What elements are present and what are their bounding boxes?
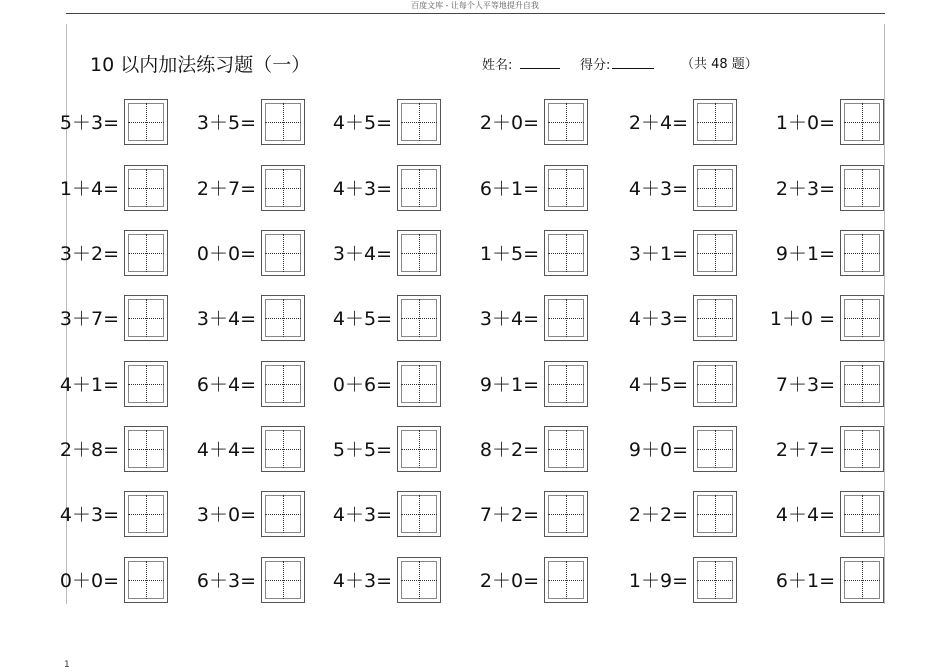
answer-box[interactable] bbox=[397, 361, 441, 407]
answer-box-guide-horizontal bbox=[844, 253, 880, 254]
answer-box-guide-horizontal bbox=[697, 318, 733, 319]
problem-expression: 5＋3= bbox=[59, 112, 119, 134]
answer-box-guide-horizontal bbox=[697, 122, 733, 123]
problem-item bbox=[597, 426, 737, 474]
answer-box[interactable] bbox=[693, 230, 737, 276]
problem-item bbox=[28, 295, 168, 343]
problem-item bbox=[301, 557, 441, 605]
problem-item bbox=[597, 491, 737, 539]
answer-box-guide-horizontal bbox=[265, 384, 301, 385]
answer-box-guide-horizontal bbox=[265, 253, 301, 254]
problem-item bbox=[165, 426, 305, 474]
problem-expression: 8＋2= bbox=[479, 439, 539, 461]
problem-expression: 4＋3= bbox=[59, 504, 119, 526]
problem-expression: 4＋5= bbox=[628, 374, 688, 396]
problem-expression: 1＋9= bbox=[628, 570, 688, 592]
problem-item bbox=[448, 295, 588, 343]
problem-item bbox=[165, 557, 305, 605]
problem-expression: 9＋1= bbox=[775, 243, 835, 265]
worksheet-title: 10 以内加法练习题（一） bbox=[90, 54, 311, 76]
problem-item bbox=[744, 361, 884, 409]
header-divider bbox=[66, 13, 885, 14]
problem-item bbox=[597, 99, 737, 147]
problem-item bbox=[28, 361, 168, 409]
answer-box-guide-horizontal bbox=[844, 384, 880, 385]
problem-item bbox=[744, 295, 884, 343]
answer-box[interactable] bbox=[261, 295, 305, 341]
answer-box-guide-horizontal bbox=[697, 580, 733, 581]
answer-box-guide-horizontal bbox=[401, 384, 437, 385]
problem-expression: 4＋5= bbox=[332, 308, 392, 330]
answer-box[interactable] bbox=[544, 491, 588, 537]
problem-expression: 4＋3= bbox=[332, 570, 392, 592]
problem-expression: 2＋0= bbox=[479, 570, 539, 592]
problem-item bbox=[28, 426, 168, 474]
problem-item bbox=[165, 295, 305, 343]
answer-box-guide-horizontal bbox=[128, 384, 164, 385]
answer-box[interactable] bbox=[261, 491, 305, 537]
answer-box[interactable] bbox=[397, 165, 441, 211]
problem-expression: 3＋4= bbox=[332, 243, 392, 265]
answer-box[interactable] bbox=[840, 426, 884, 472]
problem-expression: 3＋0= bbox=[196, 504, 256, 526]
answer-box[interactable] bbox=[261, 165, 305, 211]
answer-box-guide-horizontal bbox=[265, 318, 301, 319]
answer-box-guide-horizontal bbox=[265, 188, 301, 189]
answer-box[interactable] bbox=[397, 99, 441, 145]
answer-box[interactable] bbox=[693, 557, 737, 603]
problem-expression: 4＋4= bbox=[196, 439, 256, 461]
problem-item bbox=[597, 361, 737, 409]
problem-item bbox=[448, 230, 588, 278]
answer-box-guide-horizontal bbox=[697, 188, 733, 189]
problem-expression: 4＋3= bbox=[332, 504, 392, 526]
answer-box-guide-horizontal bbox=[844, 449, 880, 450]
problem-expression: 2＋3= bbox=[775, 178, 835, 200]
problem-expression: 7＋3= bbox=[775, 374, 835, 396]
answer-box-guide-horizontal bbox=[401, 449, 437, 450]
problem-expression: 1＋4= bbox=[59, 178, 119, 200]
problem-expression: 2＋0= bbox=[479, 112, 539, 134]
problem-expression: 3＋4= bbox=[196, 308, 256, 330]
problem-expression: 4＋3= bbox=[628, 178, 688, 200]
problem-expression: 6＋1= bbox=[775, 570, 835, 592]
answer-box-guide-horizontal bbox=[548, 188, 584, 189]
answer-box-guide-horizontal bbox=[128, 188, 164, 189]
answer-box-guide-horizontal bbox=[697, 253, 733, 254]
answer-box-guide-horizontal bbox=[128, 122, 164, 123]
problem-expression: 3＋2= bbox=[59, 243, 119, 265]
problem-item bbox=[448, 99, 588, 147]
problem-item bbox=[448, 361, 588, 409]
answer-box[interactable] bbox=[261, 99, 305, 145]
problem-item bbox=[597, 230, 737, 278]
answer-box-guide-horizontal bbox=[128, 253, 164, 254]
problem-expression: 7＋2= bbox=[479, 504, 539, 526]
problem-expression: 9＋0= bbox=[628, 439, 688, 461]
score-label: 得分: bbox=[580, 58, 611, 73]
problem-item bbox=[301, 361, 441, 409]
answer-box[interactable] bbox=[397, 557, 441, 603]
problem-item bbox=[165, 491, 305, 539]
problem-expression: 4＋5= bbox=[332, 112, 392, 134]
problem-item bbox=[28, 557, 168, 605]
answer-box[interactable] bbox=[124, 99, 168, 145]
answer-box[interactable] bbox=[840, 361, 884, 407]
problem-expression: 0＋0= bbox=[59, 570, 119, 592]
score-field[interactable] bbox=[580, 56, 654, 75]
answer-box[interactable] bbox=[124, 165, 168, 211]
answer-box[interactable] bbox=[397, 230, 441, 276]
problem-item bbox=[301, 491, 441, 539]
problem-expression: 6＋1= bbox=[479, 178, 539, 200]
name-field[interactable] bbox=[482, 56, 560, 75]
answer-box[interactable] bbox=[840, 99, 884, 145]
answer-box-guide-horizontal bbox=[844, 318, 880, 319]
answer-box-guide-horizontal bbox=[697, 514, 733, 515]
answer-box[interactable] bbox=[124, 230, 168, 276]
answer-box[interactable] bbox=[840, 295, 884, 341]
problem-expression: 0＋0= bbox=[196, 243, 256, 265]
answer-box[interactable] bbox=[693, 426, 737, 472]
problem-expression: 4＋3= bbox=[332, 178, 392, 200]
answer-box[interactable] bbox=[544, 295, 588, 341]
problem-item bbox=[165, 165, 305, 213]
answer-box[interactable] bbox=[693, 361, 737, 407]
answer-box-guide-horizontal bbox=[401, 318, 437, 319]
problem-item bbox=[28, 230, 168, 278]
answer-box[interactable] bbox=[124, 491, 168, 537]
answer-box-guide-horizontal bbox=[548, 449, 584, 450]
answer-box-guide-horizontal bbox=[128, 580, 164, 581]
answer-box-guide-horizontal bbox=[548, 514, 584, 515]
problem-expression: 1＋0 = bbox=[769, 308, 835, 330]
problem-item bbox=[301, 295, 441, 343]
answer-box-guide-horizontal bbox=[401, 580, 437, 581]
answer-box[interactable] bbox=[840, 165, 884, 211]
answer-box-guide-horizontal bbox=[548, 384, 584, 385]
problem-item bbox=[744, 230, 884, 278]
problem-item bbox=[28, 165, 168, 213]
problem-item bbox=[448, 165, 588, 213]
problem-item bbox=[28, 491, 168, 539]
answer-box[interactable] bbox=[397, 426, 441, 472]
answer-box[interactable] bbox=[261, 557, 305, 603]
answer-box[interactable] bbox=[693, 165, 737, 211]
problem-item bbox=[744, 426, 884, 474]
problem-expression: 2＋4= bbox=[628, 112, 688, 134]
score-blank[interactable] bbox=[612, 56, 654, 69]
page-frame-right-border bbox=[884, 24, 885, 604]
problem-item bbox=[448, 557, 588, 605]
answer-box-guide-horizontal bbox=[548, 580, 584, 581]
problem-expression: 6＋3= bbox=[196, 570, 256, 592]
answer-box-guide-horizontal bbox=[844, 122, 880, 123]
answer-box[interactable] bbox=[261, 426, 305, 472]
answer-box[interactable] bbox=[544, 426, 588, 472]
answer-box[interactable] bbox=[693, 99, 737, 145]
problem-expression: 4＋3= bbox=[628, 308, 688, 330]
answer-box-guide-horizontal bbox=[401, 514, 437, 515]
answer-box-guide-horizontal bbox=[128, 318, 164, 319]
answer-box[interactable] bbox=[397, 295, 441, 341]
problem-item bbox=[448, 491, 588, 539]
answer-box-guide-horizontal bbox=[128, 449, 164, 450]
answer-box[interactable] bbox=[261, 361, 305, 407]
problem-item bbox=[165, 361, 305, 409]
answer-box-guide-horizontal bbox=[265, 122, 301, 123]
answer-box-guide-horizontal bbox=[844, 188, 880, 189]
answer-box-guide-horizontal bbox=[128, 514, 164, 515]
answer-box[interactable] bbox=[124, 361, 168, 407]
answer-box-guide-horizontal bbox=[401, 188, 437, 189]
answer-box[interactable] bbox=[840, 557, 884, 603]
problem-item bbox=[448, 426, 588, 474]
problem-item bbox=[744, 491, 884, 539]
answer-box-guide-horizontal bbox=[401, 253, 437, 254]
problem-item bbox=[597, 295, 737, 343]
answer-box-guide-horizontal bbox=[265, 449, 301, 450]
page-number: 1 bbox=[64, 660, 70, 670]
problem-item bbox=[597, 165, 737, 213]
answer-box[interactable] bbox=[840, 491, 884, 537]
answer-box[interactable] bbox=[544, 361, 588, 407]
answer-box-guide-horizontal bbox=[265, 514, 301, 515]
answer-box-guide-horizontal bbox=[844, 514, 880, 515]
answer-box-guide-horizontal bbox=[548, 253, 584, 254]
document-header: 百度文库 - 让每个人平等地提升自我 bbox=[411, 1, 539, 10]
problem-item bbox=[165, 230, 305, 278]
answer-box[interactable] bbox=[693, 295, 737, 341]
answer-box[interactable] bbox=[544, 230, 588, 276]
problem-expression: 9＋1= bbox=[479, 374, 539, 396]
problem-expression: 1＋5= bbox=[479, 243, 539, 265]
name-label: 姓名: bbox=[482, 58, 513, 73]
answer-box[interactable] bbox=[397, 491, 441, 537]
problem-expression: 0＋6= bbox=[332, 374, 392, 396]
problem-item bbox=[301, 99, 441, 147]
total-count-label: （共 48 题） bbox=[681, 57, 758, 72]
answer-box-guide-horizontal bbox=[548, 318, 584, 319]
answer-box[interactable] bbox=[261, 230, 305, 276]
answer-box-guide-horizontal bbox=[697, 449, 733, 450]
answer-box[interactable] bbox=[693, 491, 737, 537]
answer-box[interactable] bbox=[840, 230, 884, 276]
answer-box-guide-horizontal bbox=[844, 580, 880, 581]
problem-expression: 2＋8= bbox=[59, 439, 119, 461]
problem-item bbox=[301, 426, 441, 474]
problem-item bbox=[744, 99, 884, 147]
answer-box-guide-horizontal bbox=[697, 384, 733, 385]
problem-expression: 4＋1= bbox=[59, 374, 119, 396]
answer-box[interactable] bbox=[124, 557, 168, 603]
answer-box[interactable] bbox=[124, 426, 168, 472]
problem-expression: 1＋0= bbox=[775, 112, 835, 134]
problem-expression: 3＋7= bbox=[59, 308, 119, 330]
answer-box[interactable] bbox=[544, 557, 588, 603]
problem-expression: 6＋4= bbox=[196, 374, 256, 396]
problem-expression: 3＋1= bbox=[628, 243, 688, 265]
problem-item bbox=[744, 165, 884, 213]
answer-box-guide-horizontal bbox=[548, 122, 584, 123]
problem-expression: 3＋4= bbox=[479, 308, 539, 330]
problem-item bbox=[597, 557, 737, 605]
answer-box[interactable] bbox=[544, 165, 588, 211]
problem-expression: 5＋5= bbox=[332, 439, 392, 461]
problem-expression: 2＋7= bbox=[196, 178, 256, 200]
answer-box[interactable] bbox=[544, 99, 588, 145]
name-blank[interactable] bbox=[520, 56, 560, 69]
problem-expression: 3＋5= bbox=[196, 112, 256, 134]
problem-item bbox=[28, 99, 168, 147]
problem-expression: 4＋4= bbox=[775, 504, 835, 526]
problem-expression: 2＋7= bbox=[775, 439, 835, 461]
problem-item bbox=[301, 165, 441, 213]
problem-item bbox=[165, 99, 305, 147]
answer-box-guide-horizontal bbox=[401, 122, 437, 123]
problem-item bbox=[301, 230, 441, 278]
answer-box-guide-horizontal bbox=[265, 580, 301, 581]
problem-item bbox=[744, 557, 884, 605]
answer-box[interactable] bbox=[124, 295, 168, 341]
problem-expression: 2＋2= bbox=[628, 504, 688, 526]
